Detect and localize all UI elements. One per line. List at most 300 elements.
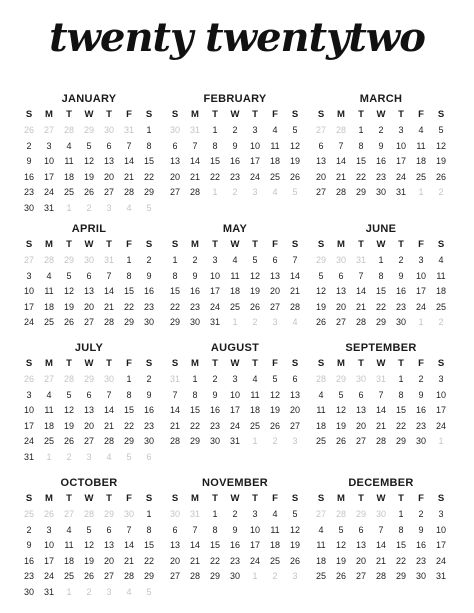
day-cell-outside: 29 xyxy=(103,509,114,519)
week-row xyxy=(19,585,159,601)
day-cell: 20 xyxy=(355,555,366,566)
month-name: NOVEMBER xyxy=(202,477,268,489)
day-cell: 22 xyxy=(143,171,154,182)
day-cell: 27 xyxy=(355,571,366,582)
week-row xyxy=(165,523,305,539)
day-cell: 2 xyxy=(26,140,32,151)
day-cell: 1 xyxy=(378,255,384,265)
day-cell: 11 xyxy=(316,540,326,551)
day-cell: 9 xyxy=(192,270,198,281)
day-cell: 13 xyxy=(355,405,366,416)
day-cell: 9 xyxy=(146,270,152,281)
day-cell-outside: 27 xyxy=(43,125,54,135)
day-cell: 11 xyxy=(316,405,326,416)
weekday-header: M xyxy=(45,109,53,120)
day-cell: 22 xyxy=(143,555,154,566)
day-cell-outside: 5 xyxy=(146,586,152,597)
weekday-header: S xyxy=(25,239,33,250)
day-cell: 24 xyxy=(435,420,446,431)
day-cell: 4 xyxy=(438,255,444,265)
day-cell: 7 xyxy=(106,270,112,281)
week-row xyxy=(165,269,305,285)
day-cell: 4 xyxy=(66,524,72,535)
day-cell: 16 xyxy=(143,405,154,416)
day-cell: 23 xyxy=(143,420,154,431)
day-cell: 8 xyxy=(212,524,218,535)
day-cell: 20 xyxy=(169,555,180,566)
day-cell: 14 xyxy=(169,405,180,416)
day-cell: 22 xyxy=(209,171,220,182)
day-cell-outside: 29 xyxy=(83,125,94,135)
day-cell: 18 xyxy=(229,286,240,297)
day-cell: 9 xyxy=(26,540,32,551)
day-cell: 12 xyxy=(335,540,346,551)
day-cell-outside: 4 xyxy=(292,317,298,328)
day-cell: 16 xyxy=(143,286,154,297)
day-cell: 15 xyxy=(143,156,154,167)
day-cell: 19 xyxy=(249,286,260,297)
day-cell-outside: 28 xyxy=(63,374,74,384)
week-row xyxy=(19,253,159,269)
day-cell-outside: 29 xyxy=(63,255,74,265)
day-cell: 12 xyxy=(83,156,94,167)
day-cell: 2 xyxy=(146,374,152,384)
day-cell: 1 xyxy=(358,125,364,135)
day-cell: 12 xyxy=(289,524,300,535)
month-september xyxy=(311,341,451,450)
day-cell-outside: 3 xyxy=(252,187,258,198)
day-cell: 9 xyxy=(26,156,32,167)
day-cell: 15 xyxy=(395,405,406,416)
day-cell: 23 xyxy=(375,171,386,182)
day-cell: 30 xyxy=(189,317,200,328)
day-cell-outside: 31 xyxy=(355,255,366,265)
weekday-header: F xyxy=(418,493,424,504)
day-cell: 28 xyxy=(169,436,180,447)
day-cell: 17 xyxy=(415,286,426,297)
day-cell: 10 xyxy=(23,286,34,297)
day-cell: 27 xyxy=(269,301,280,312)
week-row xyxy=(311,434,451,450)
day-cell: 6 xyxy=(86,389,92,400)
day-cell: 7 xyxy=(338,140,344,151)
day-cell: 23 xyxy=(189,301,200,312)
day-cell: 7 xyxy=(192,140,198,151)
day-cell: 15 xyxy=(355,156,366,167)
day-cell: 16 xyxy=(23,171,34,182)
day-cell-outside: 1 xyxy=(212,187,218,198)
weekday-header: F xyxy=(126,358,132,369)
day-cell: 1 xyxy=(172,255,178,265)
weekday-header: M xyxy=(337,239,345,250)
day-cell-outside: 1 xyxy=(438,436,444,447)
week-row xyxy=(311,170,451,186)
day-cell: 2 xyxy=(192,255,198,265)
day-cell-outside: 30 xyxy=(123,509,134,519)
day-cell-outside: 1 xyxy=(66,586,72,597)
weekday-header: W xyxy=(376,493,386,504)
weekday-header: S xyxy=(25,358,33,369)
day-cell: 25 xyxy=(43,317,54,328)
day-cell: 7 xyxy=(378,524,384,535)
week-row xyxy=(19,300,159,316)
day-cell: 25 xyxy=(415,171,426,182)
day-cell: 3 xyxy=(438,509,444,519)
day-cell: 17 xyxy=(229,405,240,416)
day-cell: 28 xyxy=(123,571,134,582)
day-cell-outside: 1 xyxy=(252,571,258,582)
day-cell-outside: 30 xyxy=(335,255,346,265)
day-cell-outside: 5 xyxy=(126,451,132,462)
day-cell: 1 xyxy=(212,509,218,519)
day-cell: 6 xyxy=(106,140,112,151)
day-cell: 21 xyxy=(189,555,200,566)
day-cell: 12 xyxy=(83,540,94,551)
day-cell: 21 xyxy=(375,555,386,566)
day-cell: 28 xyxy=(355,317,366,328)
week-row xyxy=(311,139,451,155)
week-row xyxy=(19,419,159,435)
day-cell: 2 xyxy=(232,509,238,519)
day-cell: 7 xyxy=(172,389,178,400)
day-cell: 7 xyxy=(126,140,132,151)
day-cell: 10 xyxy=(43,540,54,551)
weekday-header: T xyxy=(358,109,364,120)
weekday-header-row xyxy=(165,107,305,123)
week-row xyxy=(311,388,451,404)
day-cell: 9 xyxy=(212,389,218,400)
day-cell: 3 xyxy=(212,255,218,265)
day-cell: 10 xyxy=(229,389,240,400)
day-cell-outside: 27 xyxy=(43,374,54,384)
week-row xyxy=(165,123,305,139)
day-cell: 8 xyxy=(126,389,132,400)
day-cell: 25 xyxy=(315,436,326,447)
week-row xyxy=(19,388,159,404)
day-cell: 27 xyxy=(83,317,94,328)
day-cell: 16 xyxy=(415,540,426,551)
day-cell-outside: 4 xyxy=(126,202,132,213)
weekday-header: W xyxy=(84,109,94,120)
week-row xyxy=(19,523,159,539)
day-cell-outside: 2 xyxy=(232,187,238,198)
day-cell: 3 xyxy=(26,389,32,400)
day-cell: 13 xyxy=(315,156,326,167)
weekday-header: F xyxy=(272,358,278,369)
day-cell: 17 xyxy=(43,171,54,182)
day-cell: 28 xyxy=(189,187,200,198)
day-cell: 31 xyxy=(43,586,54,597)
day-cell: 2 xyxy=(418,374,424,384)
day-cell: 8 xyxy=(212,140,218,151)
day-cell: 23 xyxy=(23,187,34,198)
day-cell: 13 xyxy=(289,389,300,400)
day-cell: 23 xyxy=(415,420,426,431)
day-cell: 25 xyxy=(249,420,260,431)
week-row xyxy=(165,154,305,170)
weekday-header: F xyxy=(272,109,278,120)
week-row xyxy=(311,284,451,300)
day-cell: 28 xyxy=(103,436,114,447)
weekday-header: T xyxy=(106,239,112,250)
day-cell: 29 xyxy=(395,571,406,582)
weekday-header: T xyxy=(398,239,404,250)
weekday-header: W xyxy=(230,109,240,120)
day-cell: 17 xyxy=(23,420,34,431)
day-cell: 9 xyxy=(232,524,238,535)
week-row xyxy=(19,507,159,523)
weekday-header: M xyxy=(337,109,345,120)
week-row xyxy=(19,139,159,155)
weekday-header: S xyxy=(25,109,33,120)
day-cell: 20 xyxy=(335,301,346,312)
weekday-header: W xyxy=(230,239,240,250)
day-cell: 30 xyxy=(415,571,426,582)
day-cell-outside: 31 xyxy=(189,509,200,519)
day-cell: 2 xyxy=(398,255,404,265)
day-cell-outside: 31 xyxy=(103,255,114,265)
day-cell: 20 xyxy=(83,420,94,431)
week-row xyxy=(311,403,451,419)
day-cell: 10 xyxy=(435,389,446,400)
day-cell: 26 xyxy=(63,436,74,447)
day-cell: 28 xyxy=(189,571,200,582)
month-december xyxy=(311,476,451,585)
day-cell: 18 xyxy=(269,156,280,167)
month-august xyxy=(165,341,305,450)
weekday-header: T xyxy=(398,109,404,120)
day-cell: 24 xyxy=(249,171,260,182)
day-cell: 27 xyxy=(355,436,366,447)
day-cell: 26 xyxy=(83,187,94,198)
day-cell: 4 xyxy=(46,389,52,400)
day-cell: 15 xyxy=(143,540,154,551)
weekday-header-row xyxy=(311,237,451,253)
day-cell: 15 xyxy=(395,540,406,551)
weekday-header-row xyxy=(165,237,305,253)
weekday-header: T xyxy=(66,358,72,369)
day-cell: 30 xyxy=(143,317,154,328)
week-row xyxy=(165,419,305,435)
weekday-header: F xyxy=(126,239,132,250)
day-cell: 9 xyxy=(418,524,424,535)
day-cell: 27 xyxy=(103,187,114,198)
day-cell: 25 xyxy=(269,171,280,182)
day-cell-outside: 4 xyxy=(126,586,132,597)
day-cell: 19 xyxy=(63,301,74,312)
day-cell-outside: 2 xyxy=(252,317,258,328)
weekday-header: T xyxy=(66,239,72,250)
day-cell: 29 xyxy=(143,571,154,582)
day-cell-outside: 2 xyxy=(272,436,278,447)
week-row xyxy=(165,554,305,570)
day-cell: 16 xyxy=(229,156,240,167)
day-cell: 13 xyxy=(103,540,114,551)
day-cell: 21 xyxy=(103,420,114,431)
weekday-header: S xyxy=(171,239,179,250)
day-cell: 10 xyxy=(209,270,220,281)
day-cell-outside: 1 xyxy=(232,317,238,328)
day-cell: 3 xyxy=(418,255,424,265)
weekday-header: T xyxy=(358,239,364,250)
day-cell: 15 xyxy=(169,286,180,297)
weekday-header: T xyxy=(252,109,258,120)
day-cell: 26 xyxy=(83,571,94,582)
month-march xyxy=(311,92,451,201)
day-cell: 18 xyxy=(43,420,54,431)
day-cell: 20 xyxy=(169,171,180,182)
day-cell: 7 xyxy=(106,389,112,400)
week-row xyxy=(19,123,159,139)
month-name: FEBRUARY xyxy=(203,93,267,105)
month-june xyxy=(311,222,451,331)
day-cell: 30 xyxy=(23,586,34,597)
weekday-header: S xyxy=(437,493,445,504)
day-cell: 14 xyxy=(103,405,114,416)
day-cell: 8 xyxy=(358,140,364,151)
day-cell: 20 xyxy=(269,286,280,297)
week-row xyxy=(19,315,159,331)
week-row xyxy=(165,170,305,186)
week-row xyxy=(311,372,451,388)
day-cell-outside: 28 xyxy=(335,509,346,519)
day-cell: 3 xyxy=(46,524,52,535)
day-cell-outside: 1 xyxy=(46,451,52,462)
day-cell: 10 xyxy=(415,270,426,281)
day-cell: 26 xyxy=(335,571,346,582)
day-cell: 30 xyxy=(23,202,34,213)
day-cell-outside: 27 xyxy=(63,509,74,519)
day-cell-outside: 2 xyxy=(66,451,72,462)
day-cell: 15 xyxy=(375,286,386,297)
day-cell: 15 xyxy=(209,540,220,551)
day-cell: 12 xyxy=(63,286,74,297)
weekday-header-row xyxy=(311,107,451,123)
day-cell: 20 xyxy=(103,171,114,182)
day-cell: 4 xyxy=(318,389,324,400)
week-row xyxy=(311,300,451,316)
day-cell: 24 xyxy=(43,571,54,582)
day-cell: 5 xyxy=(318,270,324,281)
day-cell: 5 xyxy=(338,389,344,400)
day-cell: 4 xyxy=(232,255,238,265)
day-cell-outside: 26 xyxy=(23,374,34,384)
day-cell-outside: 2 xyxy=(86,586,92,597)
day-cell-outside: 30 xyxy=(103,125,114,135)
day-cell-outside: 29 xyxy=(315,255,326,265)
day-cell: 5 xyxy=(86,524,92,535)
weekday-header-row xyxy=(19,491,159,507)
day-cell: 19 xyxy=(315,301,326,312)
day-cell-outside: 2 xyxy=(86,202,92,213)
day-cell: 17 xyxy=(395,156,406,167)
day-cell: 6 xyxy=(172,140,178,151)
day-cell: 5 xyxy=(66,389,72,400)
week-row xyxy=(19,185,159,201)
day-cell: 9 xyxy=(418,389,424,400)
day-cell: 31 xyxy=(43,202,54,213)
day-cell: 26 xyxy=(289,555,300,566)
day-cell: 4 xyxy=(46,270,52,281)
day-cell: 1 xyxy=(398,509,404,519)
weekday-header: M xyxy=(337,493,345,504)
day-cell: 11 xyxy=(436,270,446,281)
day-cell: 12 xyxy=(315,286,326,297)
day-cell: 14 xyxy=(123,156,134,167)
week-row xyxy=(165,372,305,388)
day-cell: 6 xyxy=(292,374,298,384)
day-cell: 8 xyxy=(398,389,404,400)
day-cell: 16 xyxy=(23,555,34,566)
day-cell: 12 xyxy=(63,405,74,416)
day-cell: 17 xyxy=(249,156,260,167)
day-cell-outside: 31 xyxy=(375,374,386,384)
day-cell: 14 xyxy=(355,286,366,297)
day-cell: 1 xyxy=(398,374,404,384)
day-cell: 13 xyxy=(169,156,180,167)
day-cell-outside: 3 xyxy=(86,451,92,462)
day-cell: 20 xyxy=(103,555,114,566)
day-cell: 14 xyxy=(375,540,386,551)
day-cell: 22 xyxy=(209,555,220,566)
weekday-header-row xyxy=(311,356,451,372)
day-cell: 19 xyxy=(335,555,346,566)
day-cell: 17 xyxy=(43,555,54,566)
day-cell-outside: 29 xyxy=(83,374,94,384)
day-cell-outside: 30 xyxy=(355,374,366,384)
week-row xyxy=(165,403,305,419)
day-cell-outside: 27 xyxy=(315,509,326,519)
weekday-header: M xyxy=(45,239,53,250)
day-cell: 19 xyxy=(63,420,74,431)
day-cell: 28 xyxy=(335,187,346,198)
day-cell: 1 xyxy=(146,509,152,519)
day-cell: 13 xyxy=(355,540,366,551)
weekday-header: S xyxy=(437,358,445,369)
day-cell: 14 xyxy=(123,540,134,551)
weekday-header: S xyxy=(317,358,325,369)
week-row xyxy=(311,154,451,170)
day-cell: 22 xyxy=(189,420,200,431)
week-row xyxy=(19,154,159,170)
day-cell: 18 xyxy=(315,555,326,566)
weekday-header: T xyxy=(66,109,72,120)
day-cell: 11 xyxy=(64,156,74,167)
day-cell: 24 xyxy=(229,420,240,431)
weekday-header-row xyxy=(19,237,159,253)
day-cell: 27 xyxy=(169,571,180,582)
day-cell-outside: 26 xyxy=(43,509,54,519)
day-cell: 24 xyxy=(435,555,446,566)
weekday-header: W xyxy=(376,358,386,369)
month-name: MAY xyxy=(222,223,248,235)
week-row xyxy=(165,139,305,155)
day-cell: 31 xyxy=(395,187,406,198)
day-cell-outside: 3 xyxy=(292,571,298,582)
day-cell: 10 xyxy=(23,405,34,416)
day-cell: 5 xyxy=(338,524,344,535)
day-cell: 17 xyxy=(209,286,220,297)
day-cell: 5 xyxy=(272,374,278,384)
day-cell-outside: 3 xyxy=(106,586,112,597)
day-cell: 31 xyxy=(23,451,34,462)
week-row xyxy=(165,284,305,300)
weekday-header: T xyxy=(252,239,258,250)
weekday-header: T xyxy=(66,493,72,504)
day-cell: 22 xyxy=(395,555,406,566)
day-cell: 23 xyxy=(229,555,240,566)
month-name: MARCH xyxy=(359,93,403,105)
